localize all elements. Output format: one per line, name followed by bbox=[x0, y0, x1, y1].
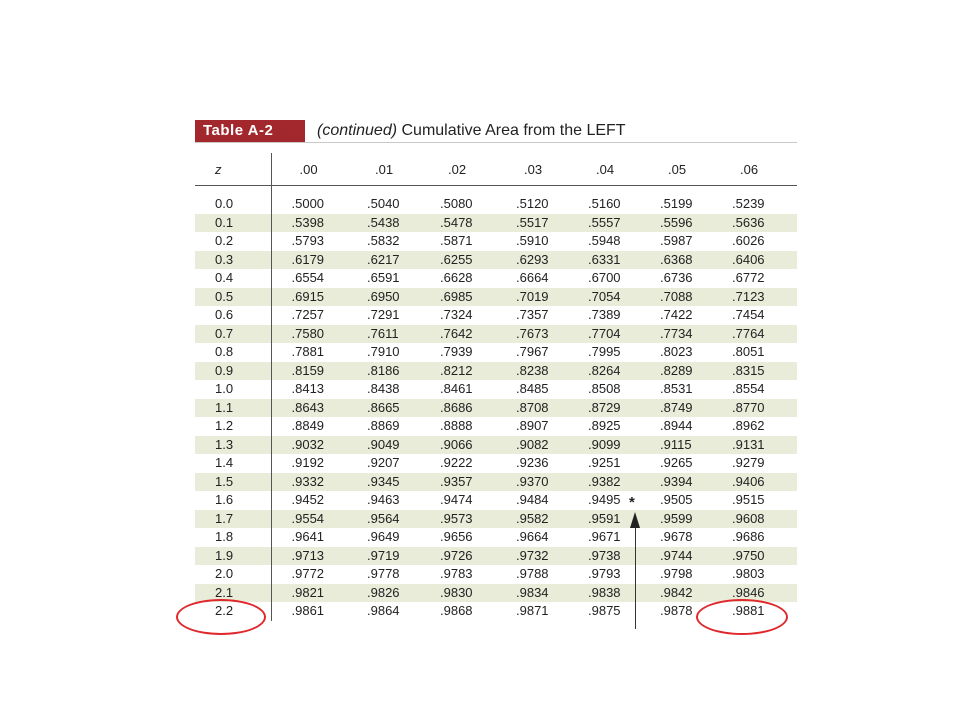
table-row bbox=[195, 473, 797, 492]
probability-cell: .9871 bbox=[516, 603, 549, 618]
probability-cell: .6406 bbox=[712, 251, 797, 270]
probability-cell: .6985 bbox=[420, 288, 496, 307]
probability-cell: .9265 bbox=[660, 455, 693, 470]
probability-cell: .8925 bbox=[588, 418, 621, 433]
probability-cell: .5120 bbox=[516, 196, 549, 211]
table-row bbox=[195, 362, 797, 381]
probability-cell: .9641 bbox=[291, 529, 325, 544]
table-row bbox=[195, 288, 797, 307]
highlight-circle-value bbox=[696, 599, 788, 635]
probability-cell: .9582 bbox=[496, 510, 568, 529]
probability-cell: .9830 bbox=[420, 584, 496, 603]
probability-cell: .9370 bbox=[496, 473, 568, 492]
probability-cell: .9345 bbox=[347, 473, 420, 492]
probability-cell: .8708 bbox=[496, 399, 568, 418]
probability-cell: .9664 bbox=[516, 529, 549, 544]
probability-cell: .9564 bbox=[347, 510, 420, 529]
probability-cell: .7642 bbox=[420, 325, 496, 344]
probability-cell: .9842 bbox=[640, 584, 712, 603]
probability-cell: .8212 bbox=[420, 362, 496, 381]
table-header bbox=[195, 120, 797, 143]
probability-cell: .9382 bbox=[568, 473, 640, 492]
probability-cell: .8888 bbox=[440, 418, 473, 433]
probability-cell: .9192 bbox=[291, 455, 325, 470]
probability-cell: .7123 bbox=[712, 288, 797, 307]
probability-cell: .5199 bbox=[660, 196, 693, 211]
spacer-row bbox=[195, 186, 797, 196]
probability-cell: .9394 bbox=[640, 473, 712, 492]
probability-cell: .9599 bbox=[640, 510, 712, 529]
probability-cell: .6664 bbox=[516, 270, 549, 285]
probability-cell: .9406 bbox=[712, 473, 797, 492]
probability-cell: .9251 bbox=[588, 455, 621, 470]
probability-cell: .9875 bbox=[588, 603, 621, 618]
probability-cell: .5793 bbox=[291, 233, 325, 248]
z-value-cell: 1.7 bbox=[195, 510, 271, 529]
probability-cell: .9798 bbox=[660, 566, 693, 581]
probability-cell: .5438 bbox=[347, 214, 420, 233]
probability-cell: .9049 bbox=[347, 436, 420, 455]
probability-cell: .9878 bbox=[660, 603, 693, 618]
z-value-cell: 0.0 bbox=[195, 195, 271, 214]
table-row bbox=[195, 306, 797, 325]
probability-cell: .8186 bbox=[347, 362, 420, 381]
table-row bbox=[195, 214, 797, 233]
z-value-cell: 0.2 bbox=[195, 232, 271, 251]
table-row bbox=[195, 547, 797, 566]
probability-cell: .9834 bbox=[496, 584, 568, 603]
table-row bbox=[195, 343, 797, 362]
probability-cell: .7939 bbox=[440, 344, 473, 359]
column-header: .05 bbox=[640, 153, 712, 186]
probability-cell: .9066 bbox=[420, 436, 496, 455]
probability-cell: .6772 bbox=[732, 270, 765, 285]
probability-cell: .9738 bbox=[568, 547, 640, 566]
probability-cell: .9678 bbox=[660, 529, 693, 544]
z-value-cell: 2.2 bbox=[195, 602, 271, 621]
probability-cell: .9846 bbox=[712, 584, 797, 603]
probability-cell: .8749 bbox=[640, 399, 712, 418]
probability-cell: .7054 bbox=[568, 288, 640, 307]
probability-cell: .7257 bbox=[291, 307, 325, 322]
probability-cell: .9591 bbox=[568, 510, 640, 529]
probability-cell: .9463 bbox=[367, 492, 400, 507]
probability-cell: .8869 bbox=[367, 418, 400, 433]
spacer-cell bbox=[640, 186, 712, 196]
column-header: .04 bbox=[568, 153, 640, 186]
probability-cell: .9719 bbox=[347, 547, 420, 566]
probability-cell: .8485 bbox=[516, 381, 549, 396]
probability-cell: .5040 bbox=[367, 196, 400, 211]
probability-cell: .9868 bbox=[440, 603, 473, 618]
probability-cell: .7764 bbox=[712, 325, 797, 344]
title-text: Cumulative Area from the LEFT bbox=[397, 122, 626, 139]
probability-cell: .8962 bbox=[732, 418, 765, 433]
probability-cell: .7291 bbox=[367, 307, 400, 322]
probability-cell: .6179 bbox=[271, 251, 347, 270]
probability-cell: .7967 bbox=[516, 344, 549, 359]
probability-cell: .9838 bbox=[568, 584, 640, 603]
z-value-cell: 1.9 bbox=[195, 547, 271, 566]
probability-cell: .7673 bbox=[496, 325, 568, 344]
probability-cell: .8413 bbox=[291, 381, 325, 396]
z-value-cell: 0.9 bbox=[195, 362, 271, 381]
table-row bbox=[195, 399, 797, 418]
probability-cell: .9821 bbox=[271, 584, 347, 603]
probability-cell: .8665 bbox=[347, 399, 420, 418]
probability-cell: .8849 bbox=[291, 418, 325, 433]
probability-cell: .9236 bbox=[516, 455, 549, 470]
probability-cell: .9783 bbox=[440, 566, 473, 581]
column-header: .01 bbox=[347, 153, 420, 186]
table-row bbox=[195, 325, 797, 344]
probability-cell: .5080 bbox=[440, 196, 473, 211]
probability-cell: .7580 bbox=[271, 325, 347, 344]
spacer-cell bbox=[271, 186, 347, 196]
z-value-cell: 0.1 bbox=[195, 214, 271, 233]
probability-cell: .9515 bbox=[732, 492, 765, 507]
probability-cell: .9505 bbox=[660, 492, 693, 507]
probability-cell: .7910 bbox=[367, 344, 400, 359]
probability-cell: .6026 bbox=[732, 233, 765, 248]
z-value-cell: 0.4 bbox=[195, 269, 271, 288]
probability-cell: .8438 bbox=[367, 381, 400, 396]
probability-cell: .6554 bbox=[291, 270, 325, 285]
z-value-cell: 0.7 bbox=[195, 325, 271, 344]
header-row bbox=[195, 153, 797, 186]
probability-cell: .9793 bbox=[588, 566, 621, 581]
probability-cell: .5948 bbox=[588, 233, 621, 248]
title-continued: (continued) bbox=[317, 122, 398, 139]
probability-cell: .9082 bbox=[496, 436, 568, 455]
probability-cell: .5160 bbox=[588, 196, 621, 211]
probability-cell: .9495 bbox=[588, 492, 621, 507]
probability-cell: .9099 bbox=[568, 436, 640, 455]
probability-cell: .9452 bbox=[291, 492, 325, 507]
probability-cell: .5636 bbox=[712, 214, 797, 233]
z-value-cell: 1.0 bbox=[195, 380, 271, 399]
probability-cell: .9788 bbox=[516, 566, 549, 581]
probability-cell: .8554 bbox=[732, 381, 765, 396]
z-value-cell: 1.5 bbox=[195, 473, 271, 492]
table-row bbox=[195, 417, 797, 436]
probability-cell: .6700 bbox=[588, 270, 621, 285]
z-value-cell: 1.6 bbox=[195, 491, 271, 510]
probability-cell: .7995 bbox=[588, 344, 621, 359]
z-value-cell: 0.5 bbox=[195, 288, 271, 307]
probability-cell: .9357 bbox=[420, 473, 496, 492]
probability-cell: .8907 bbox=[516, 418, 549, 433]
probability-cell: .6628 bbox=[440, 270, 473, 285]
highlight-circle-z bbox=[176, 599, 266, 635]
table-row bbox=[195, 454, 797, 473]
z-table-container bbox=[195, 153, 797, 629]
table-row bbox=[195, 491, 797, 510]
probability-cell: .6950 bbox=[347, 288, 420, 307]
probability-cell: .8461 bbox=[440, 381, 473, 396]
probability-cell: .5239 bbox=[732, 196, 765, 211]
z-value-cell: 0.8 bbox=[195, 343, 271, 362]
probability-cell: .9861 bbox=[291, 603, 325, 618]
probability-cell: .8531 bbox=[660, 381, 693, 396]
probability-cell: .5517 bbox=[496, 214, 568, 233]
asterisk-marker: * bbox=[629, 494, 635, 511]
probability-cell: .6331 bbox=[568, 251, 640, 270]
probability-cell: .5000 bbox=[291, 196, 325, 211]
probability-cell: .9649 bbox=[367, 529, 400, 544]
probability-cell: .6915 bbox=[271, 288, 347, 307]
column-header: .06 bbox=[712, 153, 797, 186]
probability-cell: .5910 bbox=[516, 233, 549, 248]
spacer-cell bbox=[712, 186, 797, 196]
probability-cell: .8686 bbox=[420, 399, 496, 418]
probability-cell: .7734 bbox=[640, 325, 712, 344]
probability-cell: .5398 bbox=[271, 214, 347, 233]
probability-cell: .5478 bbox=[420, 214, 496, 233]
table-row bbox=[195, 584, 797, 603]
probability-cell: .8944 bbox=[660, 418, 693, 433]
probability-cell: .7357 bbox=[516, 307, 549, 322]
spacer-cell bbox=[496, 186, 568, 196]
column-header-z: z bbox=[195, 153, 271, 186]
table-row bbox=[195, 436, 797, 455]
probability-cell: .9131 bbox=[712, 436, 797, 455]
spacer-cell bbox=[568, 186, 640, 196]
probability-cell: .7881 bbox=[291, 344, 325, 359]
probability-cell: .9656 bbox=[440, 529, 473, 544]
column-header: .00 bbox=[271, 153, 347, 186]
z-value-cell: 1.8 bbox=[195, 528, 271, 547]
probability-cell: .9778 bbox=[367, 566, 400, 581]
probability-cell: .5557 bbox=[568, 214, 640, 233]
probability-cell: .9750 bbox=[712, 547, 797, 566]
probability-cell: .9573 bbox=[420, 510, 496, 529]
probability-cell: .8159 bbox=[271, 362, 347, 381]
probability-cell: .8023 bbox=[660, 344, 693, 359]
probability-cell: .8264 bbox=[568, 362, 640, 381]
probability-cell: .9207 bbox=[367, 455, 400, 470]
z-value-cell: 0.6 bbox=[195, 306, 271, 325]
probability-cell: .7611 bbox=[347, 325, 420, 344]
table-row bbox=[195, 380, 797, 399]
spacer-cell bbox=[195, 186, 271, 196]
table-row bbox=[195, 565, 797, 584]
z-value-cell: 1.4 bbox=[195, 454, 271, 473]
spacer-cell bbox=[420, 186, 496, 196]
probability-cell: .5871 bbox=[440, 233, 473, 248]
table-body bbox=[195, 186, 797, 621]
probability-cell: .8508 bbox=[588, 381, 621, 396]
probability-cell: .9772 bbox=[291, 566, 325, 581]
probability-cell: .8315 bbox=[712, 362, 797, 381]
probability-cell: .9744 bbox=[640, 547, 712, 566]
probability-cell: .9671 bbox=[588, 529, 621, 544]
probability-cell: .7019 bbox=[496, 288, 568, 307]
probability-cell: .9032 bbox=[271, 436, 347, 455]
probability-cell: .9279 bbox=[732, 455, 765, 470]
marker-line bbox=[635, 527, 636, 629]
probability-cell: .6255 bbox=[420, 251, 496, 270]
probability-cell: .8051 bbox=[732, 344, 765, 359]
spacer-cell bbox=[347, 186, 420, 196]
probability-cell: .9732 bbox=[496, 547, 568, 566]
probability-cell: .9803 bbox=[732, 566, 765, 581]
table-title bbox=[317, 120, 626, 142]
z-table bbox=[195, 153, 797, 621]
z-value-cell: 1.2 bbox=[195, 417, 271, 436]
table-row bbox=[195, 251, 797, 270]
probability-cell: .9726 bbox=[420, 547, 496, 566]
z-value-cell: 2.0 bbox=[195, 565, 271, 584]
probability-cell: .7704 bbox=[568, 325, 640, 344]
probability-cell: .9881 bbox=[732, 603, 765, 618]
column-header: .02 bbox=[420, 153, 496, 186]
z-value-cell: 1.1 bbox=[195, 399, 271, 418]
probability-cell: .9608 bbox=[712, 510, 797, 529]
probability-cell: .7422 bbox=[660, 307, 693, 322]
z-value-cell: 0.3 bbox=[195, 251, 271, 270]
probability-cell: .9332 bbox=[271, 473, 347, 492]
probability-cell: .8238 bbox=[496, 362, 568, 381]
probability-cell: .7324 bbox=[440, 307, 473, 322]
probability-cell: .5987 bbox=[660, 233, 693, 248]
probability-cell: .9686 bbox=[732, 529, 765, 544]
probability-cell: .9474 bbox=[440, 492, 473, 507]
probability-cell: .9115 bbox=[640, 436, 712, 455]
table-row bbox=[195, 510, 797, 529]
probability-cell: .5596 bbox=[640, 214, 712, 233]
table-label: Table A-2 bbox=[195, 120, 305, 142]
probability-cell: .9554 bbox=[271, 510, 347, 529]
up-arrow-icon bbox=[630, 512, 640, 528]
probability-cell: .9484 bbox=[516, 492, 549, 507]
probability-cell: .8289 bbox=[640, 362, 712, 381]
probability-cell: .8770 bbox=[712, 399, 797, 418]
column-header: .03 bbox=[496, 153, 568, 186]
probability-cell: .9864 bbox=[367, 603, 400, 618]
probability-cell: .7454 bbox=[732, 307, 765, 322]
probability-cell: .6217 bbox=[347, 251, 420, 270]
probability-cell: .6736 bbox=[660, 270, 693, 285]
z-value-cell: 1.3 bbox=[195, 436, 271, 455]
probability-cell: .9222 bbox=[440, 455, 473, 470]
probability-cell: .7088 bbox=[640, 288, 712, 307]
probability-cell: .6591 bbox=[367, 270, 400, 285]
probability-cell: .9713 bbox=[271, 547, 347, 566]
table-row bbox=[195, 528, 797, 547]
probability-cell: .6293 bbox=[496, 251, 568, 270]
z-value-cell: 2.1 bbox=[195, 584, 271, 603]
probability-cell: .5832 bbox=[367, 233, 400, 248]
probability-cell: .6368 bbox=[640, 251, 712, 270]
table-row bbox=[195, 232, 797, 251]
table-row bbox=[195, 195, 797, 214]
table-row bbox=[195, 269, 797, 288]
probability-cell: .8729 bbox=[568, 399, 640, 418]
probability-cell: .9826 bbox=[347, 584, 420, 603]
probability-cell: .8643 bbox=[271, 399, 347, 418]
probability-cell: .7389 bbox=[588, 307, 621, 322]
